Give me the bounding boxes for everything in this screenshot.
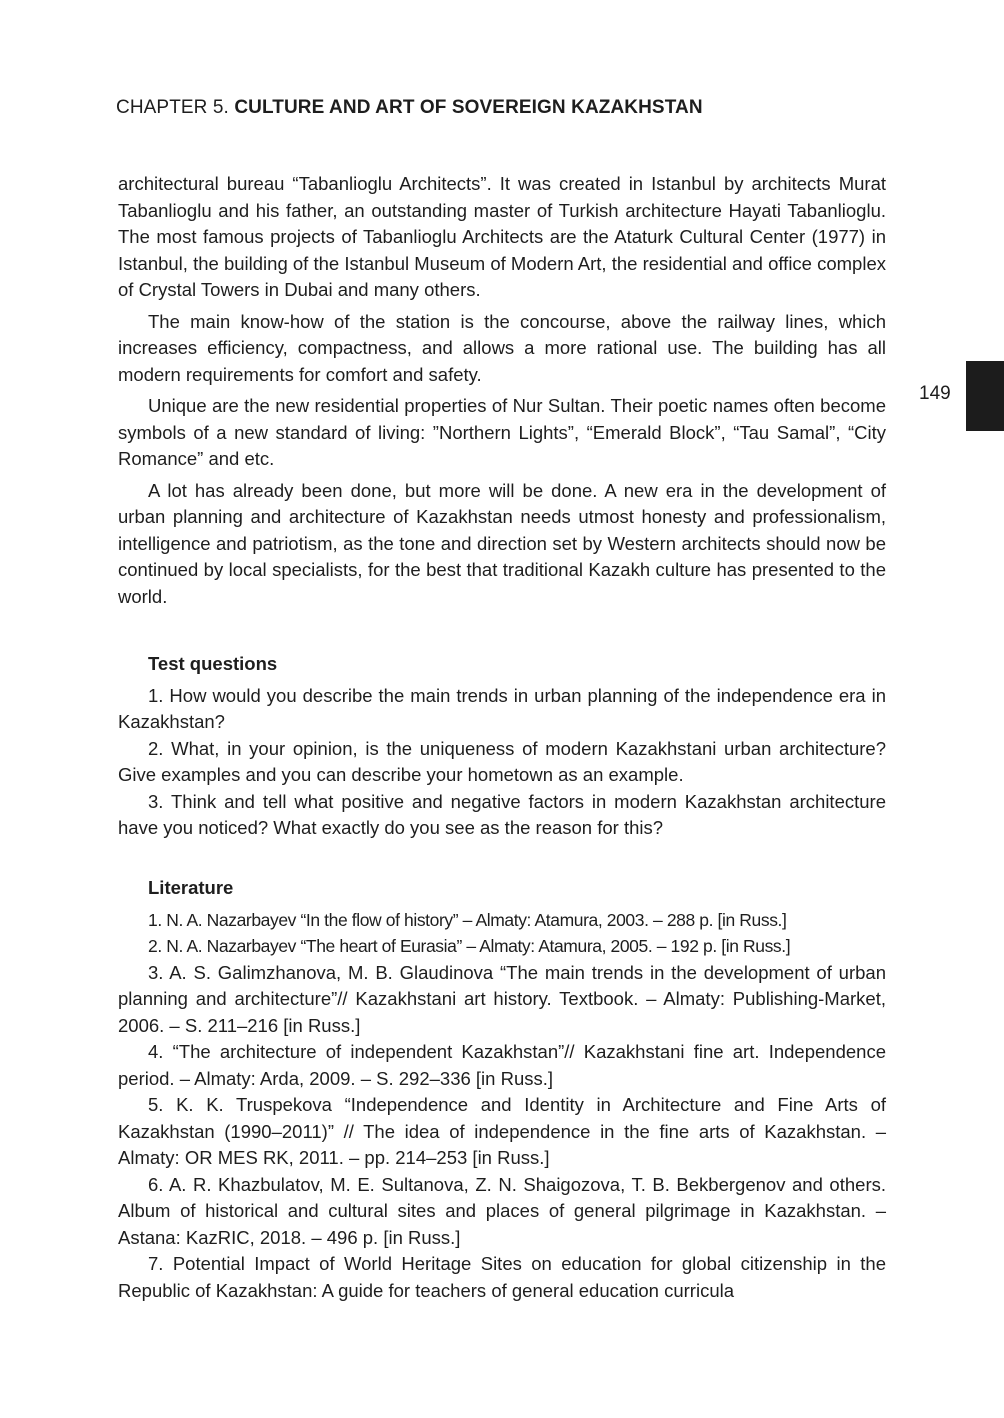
chapter-prefix: CHAPTER 5.	[116, 97, 229, 118]
chapter-title: CULTURE AND ART OF SOVEREIGN KAZAKHSTAN	[234, 97, 703, 118]
body-paragraph: A lot has already been done, but more will be done. A new era in the development of urban planning and architecture of Kazakhstan needs utmost honesty and professionalism, intelligence and patriotism, as the tone and direction set by Western architects should now be continued by local specialists, for the best that traditional Kazakh culture has presented to the world.	[118, 479, 886, 607]
body-paragraph: The main know-how of the station is the concourse, above the railway lines, which increases efficiency, compactness, and allows a more rational use. The building has all modern requirements for comfort and safety.	[118, 310, 886, 385]
literature-item: 1. N. A. Nazarbayev “In the flow of history” – Almaty: Atamura, 2003. – 288 p. [in Russ.]	[148, 909, 787, 930]
test-questions-heading: Test questions	[148, 653, 278, 674]
question-item: 2. What, in your opinion, is the uniqueness of modern Kazakhstani urban architecture? Give examples and you can describe your hometown as an example.	[118, 737, 886, 785]
literature-section	[118, 875, 886, 1304]
literature-item: 4. “The architecture of independent Kazakhstan”// Kazakhstani fine art. Independence period. – Almaty: Arda, 2009. – S. 292–336 [in Russ.]	[118, 1041, 886, 1089]
literature-heading: Literature	[148, 877, 234, 898]
literature-item: 5. K. K. Truspekova “Independence and Identity in Architecture and Fine Arts of Kazakhstan (1990–2011)” // The idea of independence in the fine arts of Kazakhstan. – Almaty: OR MES RK, 2011. – pp. 214–253 [in Russ.]	[118, 1094, 886, 1168]
literature-item: 6. A. R. Khazbulatov, M. E. Sultanova, Z. N. Shaigozova, T. B. Bekbergenov and others. Album of historical and cultural sites and places of general pilgrimage in Kazakhstan. – Astana: KazRIC, 2018. – 496 p. [in Russ.]	[118, 1173, 886, 1248]
running-head	[116, 97, 703, 119]
test-questions-section	[118, 651, 886, 842]
page-number: 149	[919, 383, 951, 404]
literature-item: 3. A. S. Galimzhanova, M. B. Glaudinova “The main trends in the development of urban planning and architecture”// Kazakhstani art history. Textbook. – Almaty: Publishing-Market, 2006. – S. 211–216 [in Russ.]	[118, 961, 886, 1036]
body-paragraph: architectural bureau “Tabanlioglu Architects”. It was created in Istanbul by architects Murat Tabanlioglu and his father, an outstanding master of Turkish architecture Hayati Tabanlioglu. The most famous projects of Tabanlioglu Architects are the Ataturk Cultural Center (1977) in Istanbul, the building of the Istanbul Museum of Modern Art, the residential and office complex of Crystal Towers in Dubai and many others.	[118, 173, 886, 300]
question-item: 3. Think and tell what positive and negative factors in modern Kazakhstan architecture have you noticed? What exactly do you see as the reason for this?	[118, 790, 886, 838]
chapter-thumb-tab	[966, 361, 1004, 431]
question-item: 1. How would you describe the main trends in urban planning of the independence era in Kazakhstan?	[118, 684, 886, 732]
body-paragraph: Unique are the new residential properties of Nur Sultan. Their poetic names often become symbols of a new standard of living: ”Northern Lights”, “Emerald Block”, “Tau Samal”, “City Romance” and etc.	[118, 395, 886, 469]
body-text	[118, 171, 886, 610]
literature-item: 2. N. A. Nazarbayev “The heart of Eurasia” – Almaty: Atamura, 2005. – 192 p. [in Russ.]	[148, 936, 791, 956]
literature-item: 7. Potential Impact of World Heritage Sites on education for global citizenship in the Republic of Kazakhstan: A guide for teachers of general education curricula	[118, 1253, 886, 1301]
